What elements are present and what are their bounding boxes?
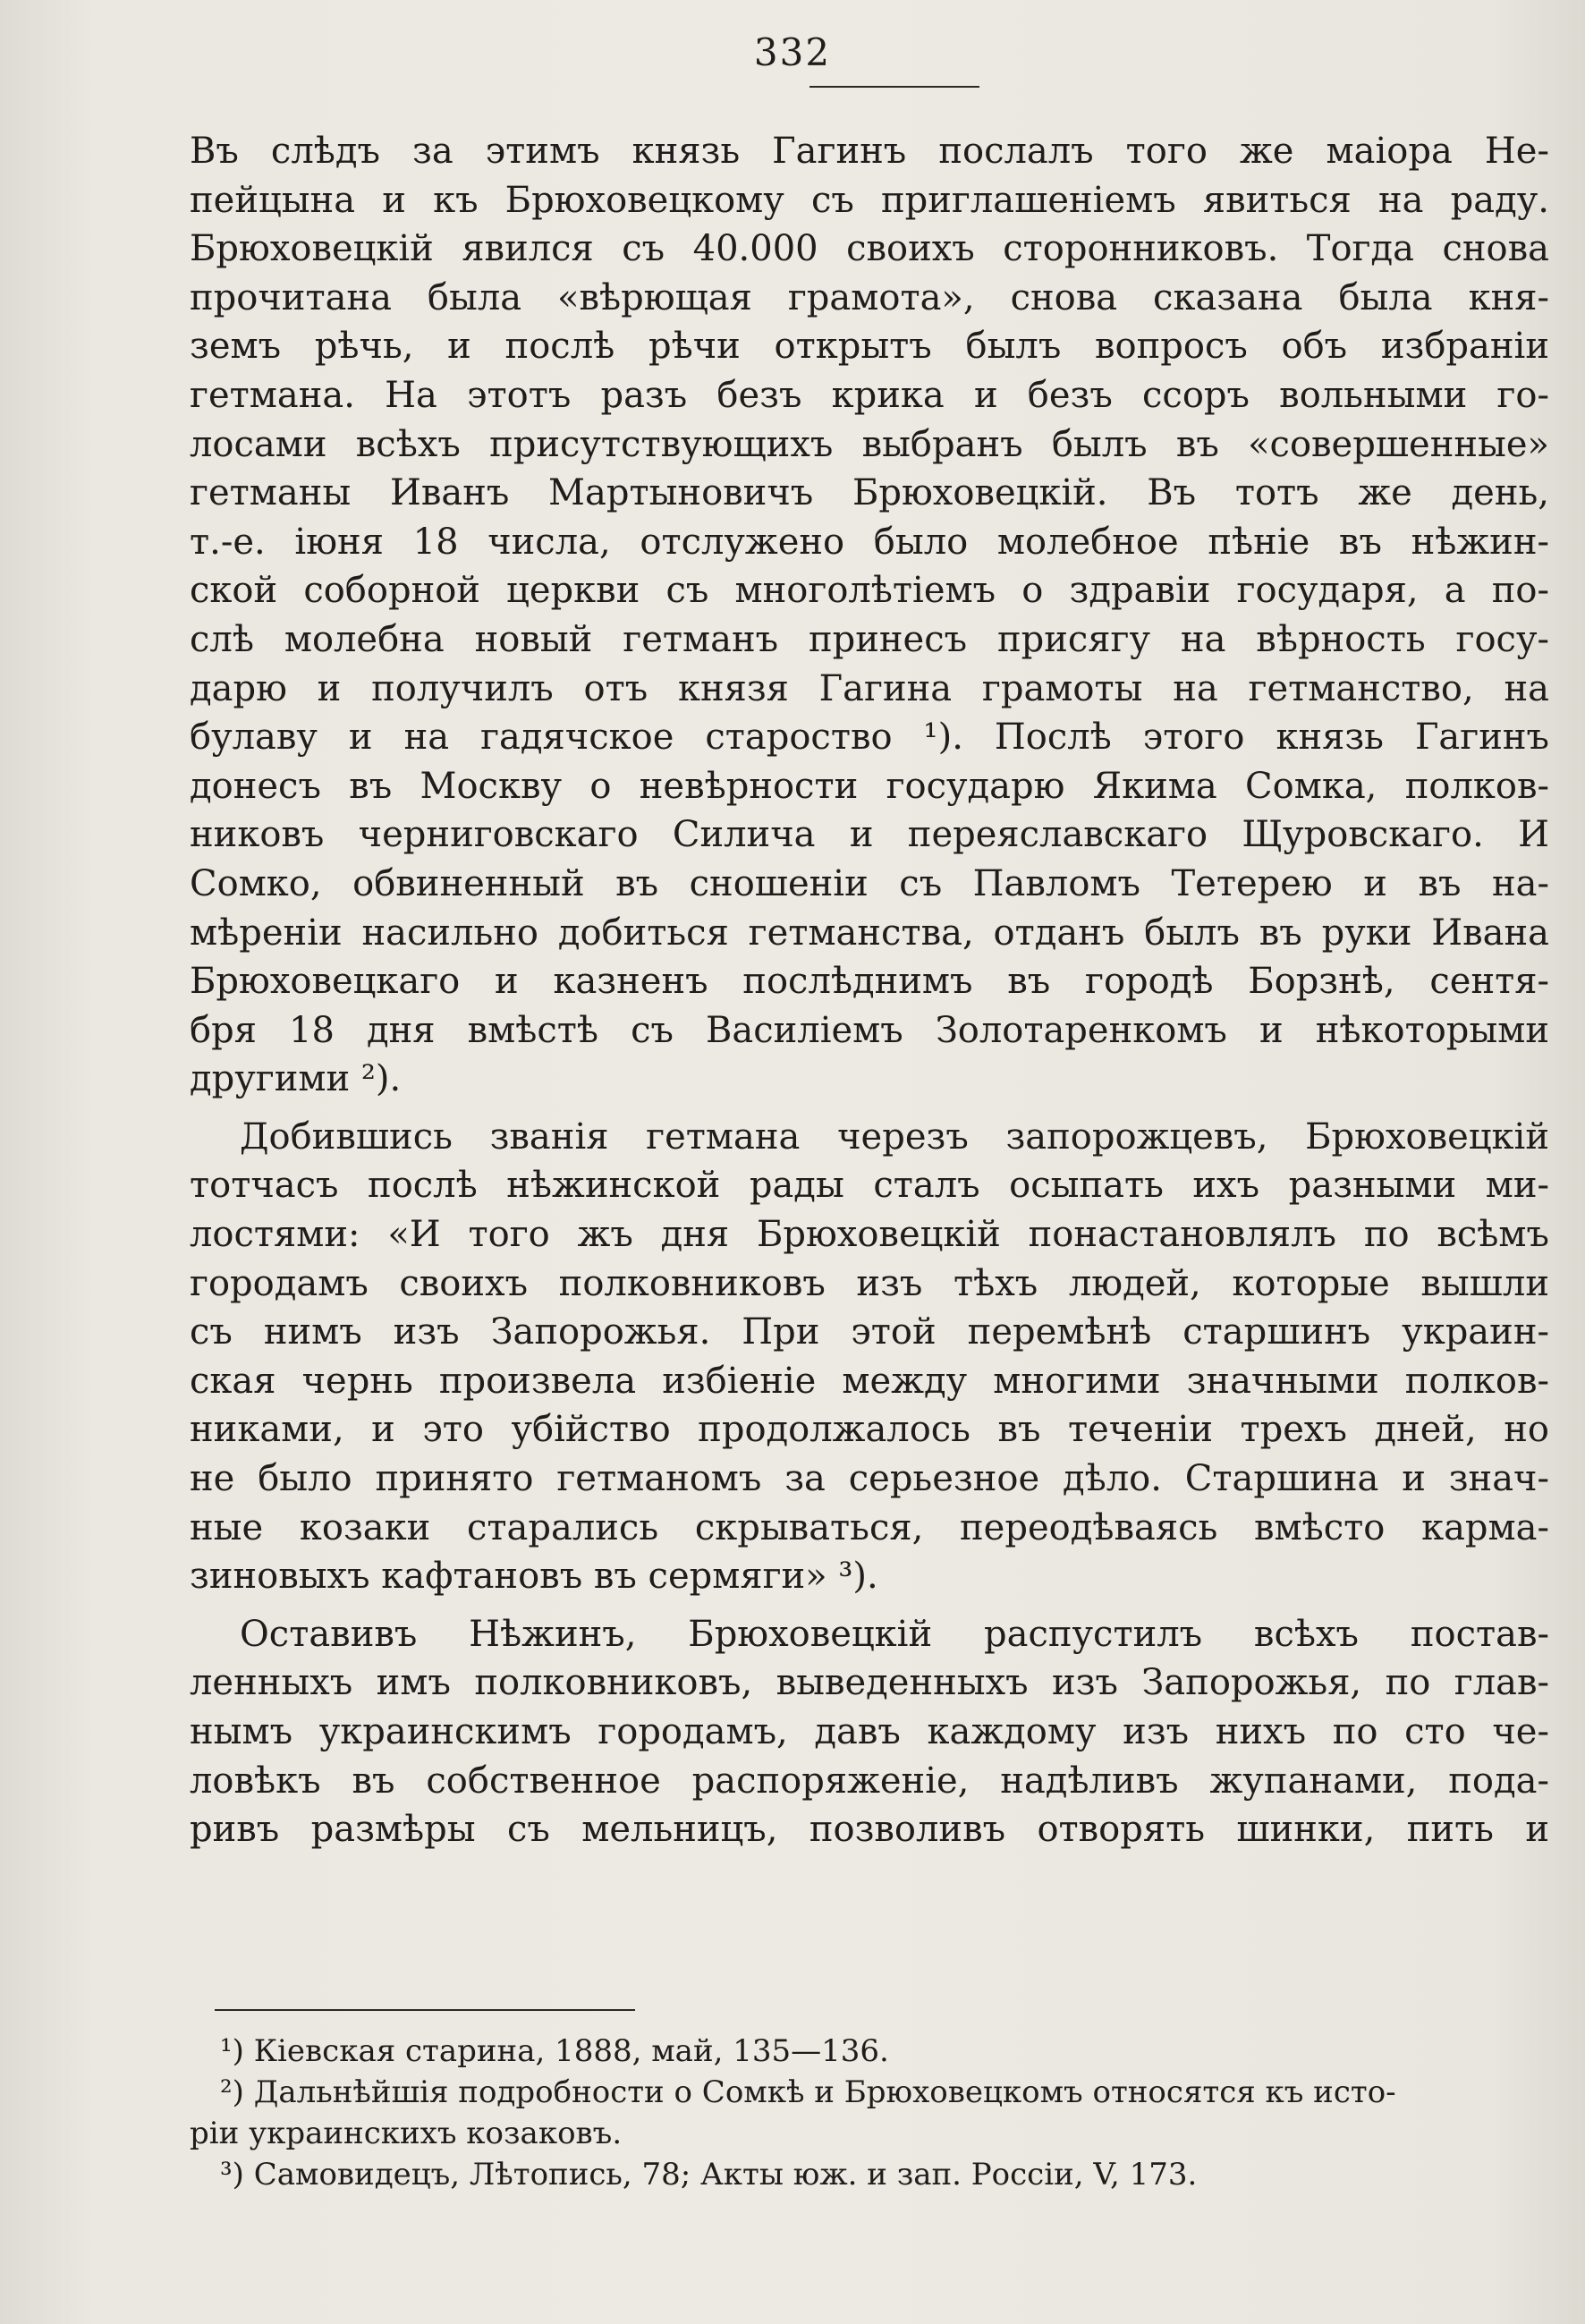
text-line: Брюховецкаго и казненъ послѣднимъ въ городѣ Борзнѣ, сентя-: [190, 961, 1549, 1003]
text-line: Сомко, обвиненный въ сношеніи съ Павломъ Тетерею и въ на-: [190, 862, 1549, 904]
footnotes: [190, 2031, 1549, 2195]
footnote-2-continuation: [190, 2113, 1549, 2154]
footnote-text: Кіевская старина, 1888, май, 135—136.: [243, 2033, 889, 2069]
text-line: гетмана. На этотъ разъ безъ крика и безъ ссоръ вольными го-: [190, 374, 1549, 416]
body-text: [190, 127, 1549, 1854]
text-line: т.-е. іюня 18 числа, отслужено было молебное пѣніе въ нѣжин-: [190, 521, 1549, 563]
text-line: бря 18 дня вмѣстѣ съ Василіемъ Золотаренкомъ и нѣкоторыми: [190, 1009, 1549, 1051]
text-line: дарю и получилъ отъ князя Гагина грамоты на гетманство, на: [190, 667, 1549, 709]
text-line: ловѣкъ въ собственное распоряженіе, надѣливъ жупанами, пода-: [190, 1760, 1549, 1802]
text-line: съ нимъ изъ Запорожья. При этой перемѣнѣ старшинъ украин-: [190, 1311, 1549, 1353]
text-line: лосами всѣхъ присутствующихъ выбранъ былъ въ «совершенные»: [190, 423, 1549, 465]
text-line: булаву и на гадячское староство ¹). Послѣ этого князь Гагинъ: [190, 717, 1549, 759]
text-line: зиновыхъ кафтановъ въ сермяги» ³).: [190, 1556, 878, 1598]
text-line: тотчасъ послѣ нѣжинской рады сталъ осыпать ихъ разными ми-: [190, 1165, 1549, 1207]
header-rule: [809, 86, 979, 88]
text-line: земъ рѣчь, и послѣ рѣчи открытъ былъ вопросъ объ избраніи: [190, 326, 1549, 368]
footnote-text: Дальнѣйшія подробности о Сомкѣ и Брюховецкомъ относятся къ исто-: [243, 2074, 1396, 2110]
footnote-text: ріи украинскихъ козаковъ.: [190, 2116, 623, 2151]
text-line: другими ²).: [190, 1058, 402, 1100]
footnote-marker: ²): [220, 2074, 244, 2110]
footnote-3: [190, 2154, 1549, 2195]
text-line: донесъ въ Москву о невѣрности государю Якима Сомка, полков-: [190, 765, 1549, 807]
text-line: ская чернь произвела избіеніе между многими значными полков-: [190, 1360, 1549, 1402]
text-line: ные козаки старались скрываться, переодѣваясь вмѣсто карма-: [190, 1506, 1549, 1548]
footnote-1: [190, 2031, 1549, 2072]
text-line: пейцына и къ Брюховецкому съ приглашеніемъ явиться на раду.: [190, 179, 1549, 221]
text-line: прочитана была «вѣрющая грамота», снова сказана была кня-: [190, 276, 1549, 318]
text-line: лостями: «И того жъ дня Брюховецкій понастановлялъ по всѣмъ: [190, 1214, 1549, 1256]
text-line: ской соборной церкви съ многолѣтіемъ о здравіи государя, а по-: [190, 570, 1549, 612]
text-line: Брюховецкій явился съ 40.000 своихъ сторонниковъ. Тогда снова: [190, 228, 1549, 270]
text-line: гетманы Иванъ Мартыновичъ Брюховецкій. Въ тотъ же день,: [190, 472, 1549, 514]
text-line: ривъ размѣры съ мельницъ, позволивъ отворять шинки, пить и: [190, 1809, 1549, 1851]
footnote-rule: [215, 2009, 635, 2011]
paragraph-1: [190, 127, 1549, 1104]
text-line: городамъ своихъ полковниковъ изъ тѣхъ людей, которые вышли: [190, 1262, 1549, 1304]
page-number: 332: [753, 30, 832, 74]
paragraph-3: [190, 1610, 1549, 1854]
text-line: слѣ молебна новый гетманъ принесъ присягу на вѣрность госу-: [190, 618, 1549, 660]
text-line: никовъ черниговскаго Силича и переяславскаго Щуровскаго. И: [190, 814, 1549, 856]
text-line: нымъ украинскимъ городамъ, давъ каждому изъ нихъ по сто че-: [190, 1711, 1549, 1752]
text-line: никами, и это убійство продолжалось въ теченіи трехъ дней, но: [190, 1409, 1549, 1451]
text-line: Оставивъ Нѣжинъ, Брюховецкій распустилъ всѣхъ постав-: [240, 1613, 1549, 1655]
footnote-2: [190, 2072, 1549, 2113]
text-line: мѣреніи насильно добиться гетманства, отданъ былъ въ руки Ивана: [190, 912, 1549, 954]
text-line: не было принято гетманомъ за серьезное дѣло. Старшина и знач-: [190, 1458, 1549, 1500]
text-line: Въ слѣдъ за этимъ князь Гагинъ послалъ того же маіора Не-: [190, 131, 1549, 172]
footnote-text: Самовидецъ, Лѣтопись, 78; Акты юж. и зап. Россіи, V, 173.: [243, 2157, 1198, 2193]
footnote-marker: ¹): [220, 2033, 244, 2069]
text-line: ленныхъ имъ полковниковъ, выведенныхъ изъ Запорожья, по глав-: [190, 1662, 1549, 1704]
paragraph-2: [190, 1113, 1549, 1601]
text-line: Добившись званія гетмана черезъ запорожцевъ, Брюховецкій: [240, 1115, 1549, 1158]
footnote-marker: ³): [220, 2157, 244, 2193]
